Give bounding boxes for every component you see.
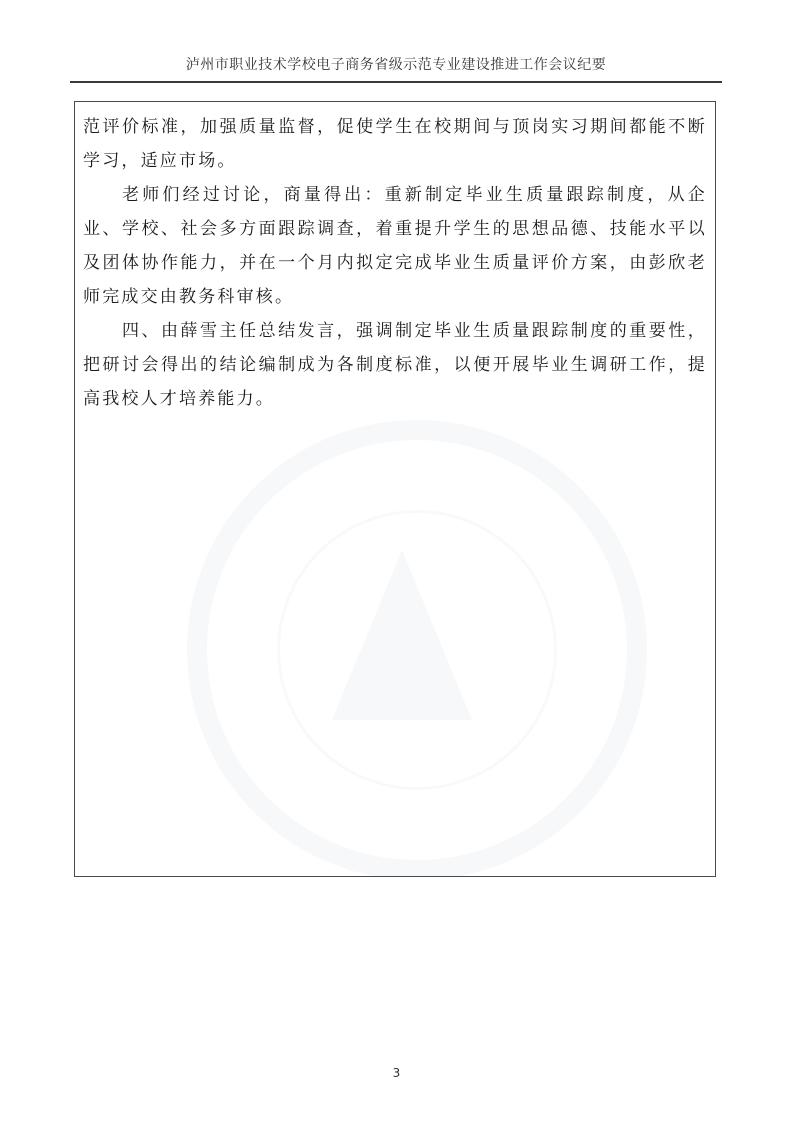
paragraph-continuation: 范评价标准，加强质量监督，促使学生在校期间与顶岗实习期间都能不断学习，适应市场。	[83, 117, 707, 171]
seal-emblem-icon	[332, 550, 472, 720]
page-header-title: 泸州市职业技术学校电子商务省级示范专业建设推进工作会议纪要	[185, 57, 607, 73]
paragraph-discussion: 老师们经过讨论，商量得出：重新制定毕业生质量跟踪制度，从企业、学校、社会多方面跟踪调查，着重提升学生的思想品德、技能水平以及团体协作能力，并在一个月内拟定完成毕业生质量评价方案，由彭欣老师完成交由教务科审核。	[83, 185, 707, 307]
content-table-cell	[74, 101, 716, 877]
minutes-body-text	[83, 110, 707, 416]
header-divider	[70, 81, 722, 83]
paragraph-summary: 四、由薛雪主任总结发言，强调制定毕业生质量跟踪制度的重要性，把研讨会得出的结论编制成为各制度标准，以便开展毕业生调研工作，提高我校人才培养能力。	[83, 321, 707, 409]
school-seal-watermark	[187, 420, 647, 877]
page-number: 3	[392, 1066, 401, 1080]
